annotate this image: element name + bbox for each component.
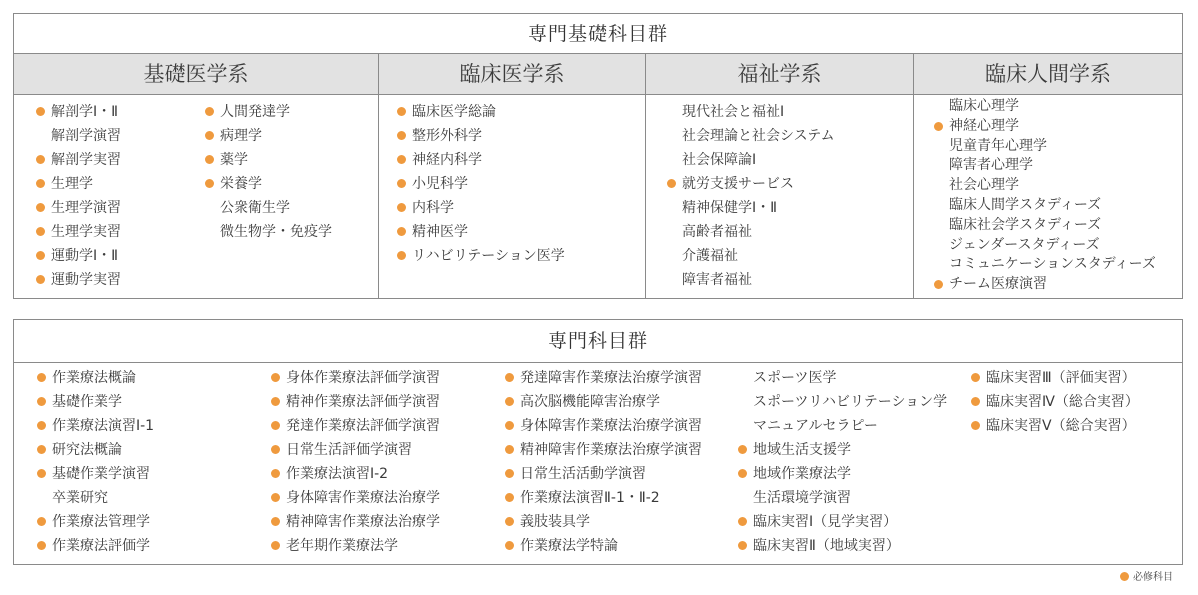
required-dot-icon	[271, 445, 280, 454]
subject-name: 病理学	[220, 128, 262, 144]
required-dot-icon	[37, 397, 46, 406]
subject-name: 現代社会と福祉Ⅰ	[682, 104, 785, 120]
required-dot-icon	[37, 421, 46, 430]
subject-name: 内科学	[412, 200, 454, 216]
subject-item	[205, 220, 332, 244]
subject-name: 神経心理学	[949, 117, 1019, 134]
subject-name: スポーツ医学	[753, 370, 837, 386]
subject-name: 作業療法演習Ⅰ-2	[286, 466, 389, 482]
subject-name: 高齢者福祉	[682, 224, 752, 240]
required-dot-icon	[36, 251, 45, 260]
subject-item	[505, 462, 702, 486]
subject-item	[934, 236, 1156, 256]
subject-item	[271, 510, 440, 534]
subject-item	[271, 414, 440, 438]
subject-item	[37, 390, 154, 414]
subject-item	[934, 216, 1156, 236]
subject-item	[934, 255, 1156, 275]
required-dot-icon	[37, 517, 46, 526]
specialized-list-5	[971, 366, 1139, 438]
subject-name: 薬学	[220, 152, 248, 168]
clinical-medicine-list	[397, 100, 565, 268]
subject-item	[505, 534, 702, 558]
subject-item	[738, 438, 947, 462]
subject-name: 介護福祉	[682, 248, 738, 264]
subject-name: 生活環境学演習	[753, 490, 851, 506]
basic-subjects-panel	[13, 13, 1183, 299]
specialized-list-3	[505, 366, 702, 558]
subject-item	[36, 244, 121, 268]
subject-item	[738, 462, 947, 486]
subject-name: 臨床社会学スタディーズ	[949, 216, 1102, 233]
subject-item	[36, 100, 121, 124]
subject-name: 老年期作業療法学	[286, 538, 398, 554]
required-dot-icon	[505, 517, 514, 526]
welfare-heading: 福祉学系	[646, 54, 913, 95]
subject-item	[934, 117, 1156, 137]
subject-name: 生理学	[51, 176, 93, 192]
basic-medicine-list-a	[36, 100, 121, 292]
required-dot-icon	[505, 541, 514, 550]
subject-name: 作業療法演習Ⅰ-1	[52, 418, 155, 434]
required-dot-icon	[397, 155, 406, 164]
subject-name: 臨床心理学	[949, 98, 1019, 114]
required-dot-icon	[505, 421, 514, 430]
legend	[1120, 571, 1173, 585]
required-dot-icon	[505, 445, 514, 454]
specialized-list-1	[37, 366, 154, 558]
subject-name: 卒業研究	[52, 490, 108, 506]
required-dot-icon	[36, 275, 45, 284]
basic-subjects-title: 専門基礎科目群	[14, 14, 1182, 54]
subject-name: 公衆衛生学	[220, 200, 290, 216]
subject-name: 高次脳機能障害治療学	[520, 394, 660, 410]
required-dot-icon	[271, 541, 280, 550]
required-dot-icon	[271, 421, 280, 430]
subject-item	[37, 414, 154, 438]
subject-item	[505, 366, 702, 390]
subject-name: 精神保健学Ⅰ・Ⅱ	[682, 200, 778, 216]
subject-item	[205, 148, 332, 172]
subject-item	[271, 366, 440, 390]
subject-item	[667, 148, 835, 172]
subject-name: 基礎作業学	[52, 394, 122, 410]
subject-name: 精神障害作業療法治療学演習	[520, 442, 702, 458]
required-dot-icon	[971, 421, 980, 430]
subject-name: 小児科学	[412, 176, 468, 192]
subject-item	[505, 510, 702, 534]
subject-name: 地域作業療法学	[753, 466, 851, 482]
required-dot-icon	[738, 469, 747, 478]
subject-item	[36, 124, 121, 148]
subject-item	[738, 414, 947, 438]
subject-item	[37, 510, 154, 534]
subject-name: 作業療法評価学	[52, 538, 150, 554]
subject-name: 神経内科学	[412, 152, 482, 168]
subject-name: 社会心理学	[949, 177, 1019, 194]
subject-name: 障害者福祉	[682, 272, 752, 288]
clinical-humanities-heading: 臨床人間学系	[914, 54, 1182, 95]
required-dot-icon	[36, 203, 45, 212]
subject-name: 精神作業療法評価学演習	[286, 394, 440, 410]
subject-item	[271, 486, 440, 510]
required-dot-icon	[667, 179, 676, 188]
subject-item	[934, 137, 1156, 157]
required-dot-icon	[1120, 572, 1129, 581]
subject-item	[934, 196, 1156, 216]
subject-item	[505, 414, 702, 438]
welfare-list	[667, 100, 835, 292]
subject-item	[37, 366, 154, 390]
subject-item	[505, 486, 702, 510]
subject-item	[37, 438, 154, 462]
subject-name: 日常生活活動学演習	[520, 466, 646, 482]
subject-item	[37, 534, 154, 558]
subject-name: 作業療法演習Ⅱ-1・Ⅱ-2	[520, 490, 660, 506]
subject-item	[505, 390, 702, 414]
subject-item	[738, 366, 947, 390]
column-divider	[645, 54, 646, 298]
required-dot-icon	[205, 131, 214, 140]
subject-item	[738, 510, 947, 534]
required-dot-icon	[36, 179, 45, 188]
subject-name: 身体障害作業療法治療学演習	[520, 418, 702, 434]
subject-item	[271, 390, 440, 414]
subject-item	[971, 414, 1139, 438]
subject-name: 運動学Ⅰ・Ⅱ	[51, 248, 119, 264]
required-dot-icon	[271, 397, 280, 406]
subject-item	[397, 196, 565, 220]
subject-item	[397, 124, 565, 148]
required-dot-icon	[271, 493, 280, 502]
required-dot-icon	[36, 227, 45, 236]
required-dot-icon	[738, 541, 747, 550]
subject-item	[667, 172, 835, 196]
subject-item	[36, 268, 121, 292]
subject-name: 運動学実習	[51, 272, 121, 288]
column-divider	[378, 54, 379, 298]
required-dot-icon	[397, 179, 406, 188]
subject-name: 精神障害作業療法治療学	[286, 514, 440, 530]
subject-item	[934, 97, 1156, 117]
required-dot-icon	[397, 203, 406, 212]
required-dot-icon	[271, 469, 280, 478]
subject-name: 解剖学実習	[51, 152, 121, 168]
subject-item	[271, 534, 440, 558]
subject-item	[397, 244, 565, 268]
required-dot-icon	[271, 517, 280, 526]
subject-name: 日常生活評価学演習	[286, 442, 412, 458]
subject-name: 発達作業療法評価学演習	[286, 418, 440, 434]
subject-item	[36, 220, 121, 244]
required-dot-icon	[505, 373, 514, 382]
subject-name: 生理学演習	[51, 200, 121, 216]
required-dot-icon	[397, 251, 406, 260]
subject-item	[37, 462, 154, 486]
subject-name: 社会理論と社会システム	[682, 128, 835, 144]
required-dot-icon	[397, 227, 406, 236]
required-dot-icon	[971, 373, 980, 382]
subject-item	[738, 534, 947, 558]
required-dot-icon	[37, 445, 46, 454]
required-dot-icon	[37, 373, 46, 382]
subject-name: 身体作業療法評価学演習	[286, 370, 440, 386]
subject-item	[36, 196, 121, 220]
subject-name: 就労支援サービス	[682, 176, 794, 192]
subject-name: マニュアルセラピー	[753, 418, 878, 434]
subject-name: 作業療法管理学	[52, 514, 150, 530]
subject-name: 臨床実習Ⅰ（見学実習）	[753, 514, 898, 530]
subject-item	[205, 100, 332, 124]
subject-name: 解剖学Ⅰ・Ⅱ	[51, 104, 119, 120]
subject-name: 臨床医学総論	[412, 104, 496, 120]
basic-medicine-heading: 基礎医学系	[14, 54, 378, 95]
subject-item	[271, 462, 440, 486]
subject-item	[667, 196, 835, 220]
required-dot-icon	[397, 131, 406, 140]
required-dot-icon	[505, 493, 514, 502]
subject-name: 整形外科学	[412, 128, 482, 144]
subject-item	[205, 196, 332, 220]
subject-item	[934, 176, 1156, 196]
subject-name: 臨床実習Ⅲ（評価実習）	[986, 370, 1136, 386]
subject-item	[36, 148, 121, 172]
subject-item	[667, 100, 835, 124]
subject-name: 生理学実習	[51, 224, 121, 240]
subject-name: 義肢装具学	[520, 514, 590, 530]
subject-name: 障害者心理学	[949, 157, 1033, 174]
subject-name: 栄養学	[220, 176, 262, 192]
subject-name: 人間発達学	[220, 104, 290, 120]
required-dot-icon	[37, 541, 46, 550]
subject-name: 社会保障論Ⅰ	[682, 152, 757, 168]
subject-name: 微生物学・免疫学	[220, 224, 332, 240]
required-dot-icon	[37, 469, 46, 478]
specialized-list-4	[738, 366, 947, 558]
subject-item	[37, 486, 154, 510]
required-dot-icon	[934, 280, 943, 289]
subject-name: 作業療法学特論	[520, 538, 618, 554]
required-dot-icon	[738, 445, 747, 454]
subject-name: 解剖学演習	[51, 128, 121, 144]
subject-item	[934, 156, 1156, 176]
required-dot-icon	[36, 107, 45, 116]
legend-label: 必修科目	[1133, 572, 1173, 583]
subject-item	[971, 390, 1139, 414]
subject-name: 児童青年心理学	[949, 137, 1047, 154]
required-dot-icon	[934, 122, 943, 131]
clinical-medicine-heading: 臨床医学系	[379, 54, 645, 95]
clinical-humanities-list	[934, 97, 1156, 295]
required-dot-icon	[36, 155, 45, 164]
required-dot-icon	[205, 155, 214, 164]
required-dot-icon	[971, 397, 980, 406]
specialized-subjects-panel	[13, 319, 1183, 565]
subject-item	[667, 220, 835, 244]
subject-item	[397, 172, 565, 196]
subject-item	[205, 172, 332, 196]
subject-name: 身体障害作業療法治療学	[286, 490, 440, 506]
subject-item	[738, 486, 947, 510]
basic-medicine-list-b	[205, 100, 332, 244]
subject-item	[667, 244, 835, 268]
subject-name: 臨床実習Ⅴ（総合実習）	[986, 418, 1136, 434]
subject-item	[505, 438, 702, 462]
required-dot-icon	[738, 517, 747, 526]
subject-name: ジェンダースタディーズ	[949, 236, 1100, 253]
subject-name: 基礎作業学演習	[52, 466, 150, 482]
subject-name: 発達障害作業療法治療学演習	[520, 370, 702, 386]
subject-name: 臨床人間学スタディーズ	[949, 196, 1102, 213]
subject-item	[397, 100, 565, 124]
subject-item	[738, 390, 947, 414]
subject-name: 臨床実習Ⅱ（地域実習）	[753, 538, 900, 554]
subject-item	[667, 268, 835, 292]
specialized-list-2	[271, 366, 440, 558]
subject-name: コミュニケーションスタディーズ	[949, 256, 1156, 273]
subject-item	[971, 366, 1139, 390]
subject-name: 研究法概論	[52, 442, 122, 458]
required-dot-icon	[271, 373, 280, 382]
specialized-subjects-title: 専門科目群	[14, 320, 1182, 363]
subject-name: 臨床実習Ⅳ（総合実習）	[986, 394, 1139, 410]
required-dot-icon	[397, 107, 406, 116]
subject-name: スポーツリハビリテーション学	[753, 394, 948, 410]
column-divider	[913, 54, 914, 298]
required-dot-icon	[205, 107, 214, 116]
subject-item	[934, 275, 1156, 295]
required-dot-icon	[505, 469, 514, 478]
subject-name: 精神医学	[412, 224, 468, 240]
subject-name: リハビリテーション医学	[412, 248, 565, 264]
subject-name: チーム医療演習	[949, 276, 1047, 293]
required-dot-icon	[205, 179, 214, 188]
subject-name: 地域生活支援学	[753, 442, 851, 458]
subject-item	[205, 124, 332, 148]
subject-item	[271, 438, 440, 462]
subject-item	[36, 172, 121, 196]
subject-item	[667, 124, 835, 148]
subject-item	[397, 220, 565, 244]
required-dot-icon	[505, 397, 514, 406]
subject-item	[397, 148, 565, 172]
subject-name: 作業療法概論	[52, 370, 136, 386]
